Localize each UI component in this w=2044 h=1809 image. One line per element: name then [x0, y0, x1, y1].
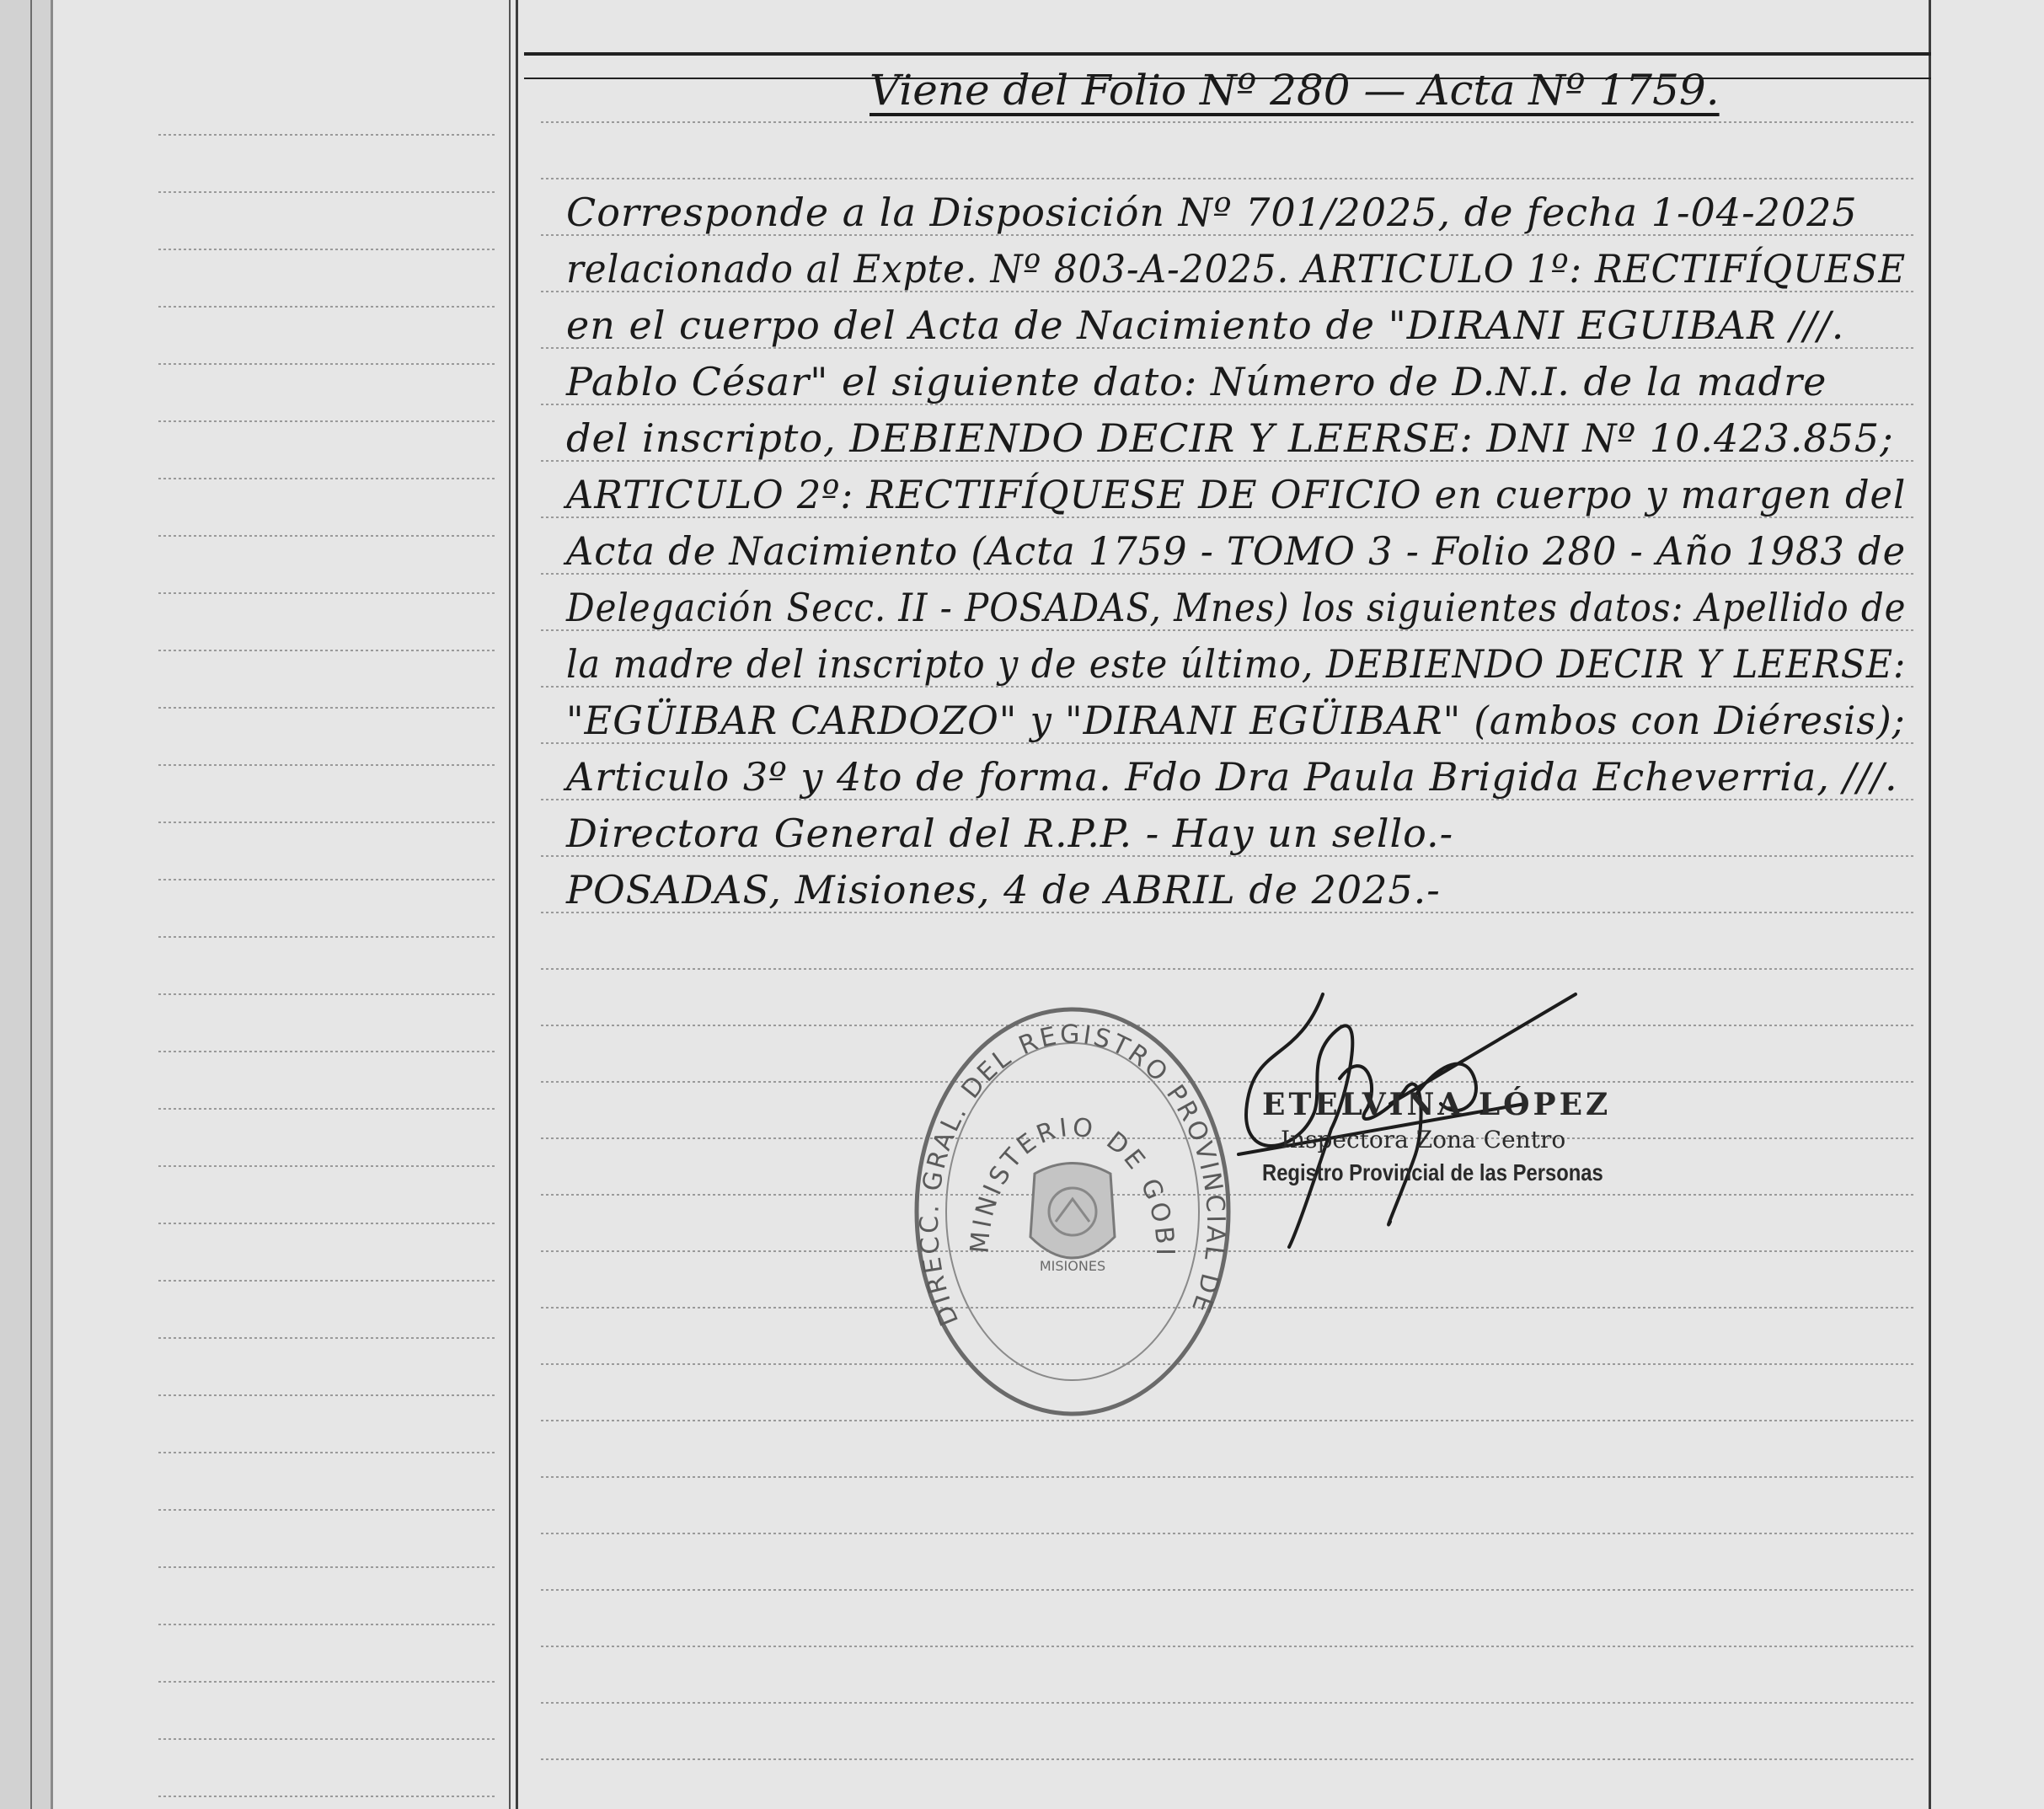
official-stamp: [908, 1001, 1237, 1422]
left-ruled-lines: [99, 0, 512, 1809]
entry-line-10: "EGÜIBAR CARDOZO" y "DIRANI EGÜIBAR" (ambos con Diéresis);: [566, 698, 1906, 743]
coat-of-arms-icon: [1030, 1164, 1115, 1259]
signature-block: [1222, 961, 1643, 1264]
entry-line-11: Articulo 3º y 4to de forma. Fdo Dra Paula Brigida Echeverria, ///.: [566, 754, 1898, 800]
entry-line-3: en el cuerpo del Acta de Nacimiento de "DIRANI EGUIBAR ///.: [566, 302, 1845, 348]
header-text: Viene del Folio Nº 280 — Acta Nº 1759.: [870, 66, 1720, 115]
entry-line-13: POSADAS, Misiones, 4 de ABRIL de 2025.-: [566, 867, 1441, 913]
left-margin-column: [99, 0, 512, 1809]
stamp-inner-text: MINISTERIO DE GOBI: [965, 1112, 1180, 1259]
main-column: [516, 0, 1931, 1809]
signatory-organization: Registro Provincial de las Personas: [1262, 1159, 1603, 1185]
entry-line-12: Directora General del R.P.P. - Hay un sello.-: [566, 811, 1454, 856]
left-column-border: [509, 0, 511, 1809]
book-binding: [0, 0, 53, 1809]
stamp-outer-text: DIRECC. GRAL. DEL REGISTRO PROVINCIAL DE: [914, 1020, 1231, 1330]
entry-line-5: del inscripto, DEBIENDO DECIR Y LEERSE: DNI Nº 10.423.855;: [566, 415, 1894, 461]
entry-line-8: Delegación Secc. II - POSADAS, Mnes) los siguientes datos: Apellido de: [566, 585, 1907, 630]
entry-line-7: Acta de Nacimiento (Acta 1759 - TOMO 3 - Folio 280 - Año 1983 de: [566, 528, 1907, 574]
binding-edge: [30, 0, 32, 1809]
stamp-center-text: MISIONES: [1039, 1258, 1106, 1274]
signatory-title: Inspectora Zona Centro: [1281, 1126, 1566, 1153]
entry-line-9: la madre del inscripto y de este último, DEBIENDO DECIR Y LEERSE:: [566, 641, 1907, 687]
entry-line-2: relacionado al Expte. Nº 803-A-2025. ARTICULO 1º: RECTIFÍQUESE: [566, 246, 1907, 292]
signatory-name: ETELVINA LÓPEZ: [1262, 1087, 1612, 1122]
entry-line-1: Corresponde a la Disposición Nº 701/2025, de fecha 1-04-2025: [566, 190, 1858, 235]
entry-line-4: Pablo César" el siguiente dato: Número de D.N.I. de la madre: [566, 359, 1827, 404]
entry-line-6: ARTICULO 2º: RECTIFÍQUESE DE OFICIO en cuerpo y margen del: [566, 472, 1907, 517]
page-header: [870, 66, 1720, 115]
